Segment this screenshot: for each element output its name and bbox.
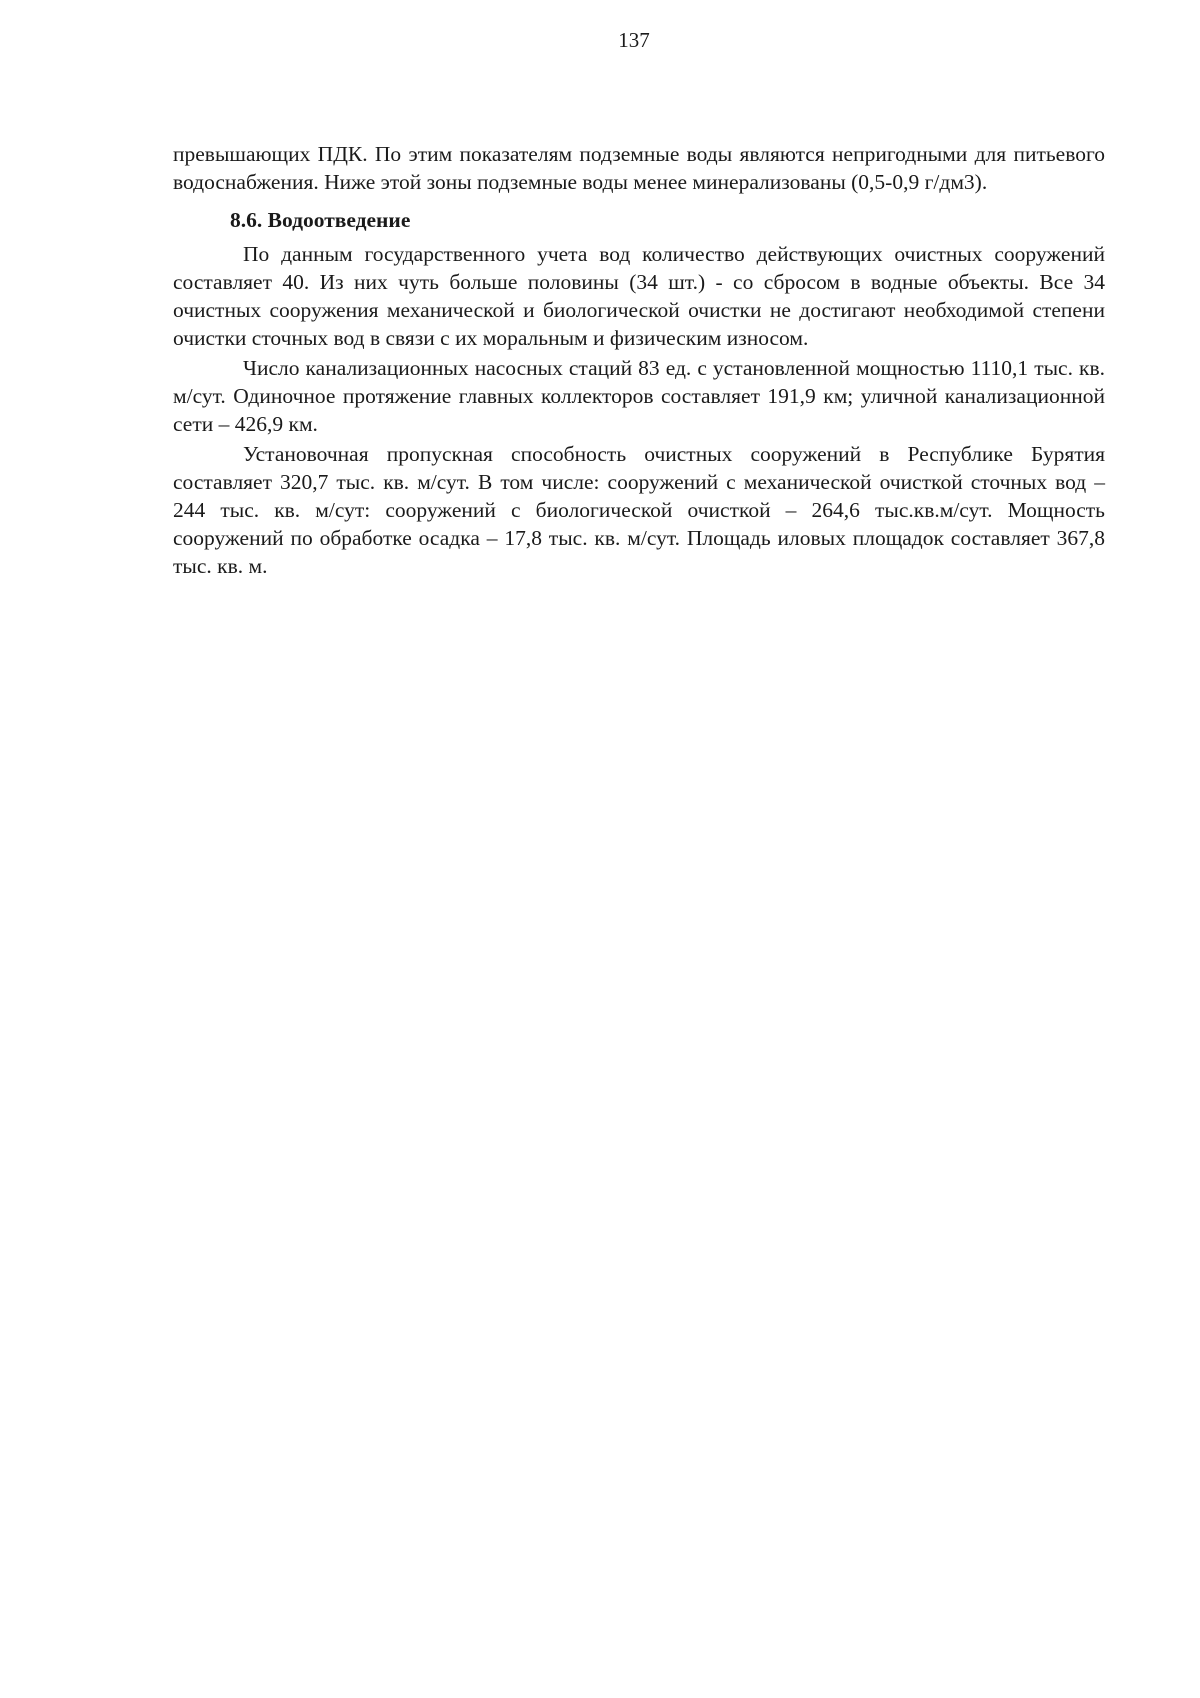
document-body bbox=[173, 140, 1105, 580]
page-number: 137 bbox=[618, 28, 650, 52]
paragraph-treatment-facilities: По данным государственного учета вод количество действующих очистных сооружений составляет 40. Из них чуть больше половины (34 шт.) - со сбросом в водные объекты. Все 34 очистных сооружения механической и биологической очистки не достигают необходимой степени очистки сточных вод в связи с их моральным и физическим износом. bbox=[173, 242, 1105, 350]
intro-paragraph: превышающих ПДК. По этим показателям подземные воды являются непригодными для питьевого водоснабжения. Ниже этой зоны подземные воды менее минерализованы (0,5-0,9 г/дм3). bbox=[173, 142, 1105, 194]
paragraph-throughput-capacity: Установочная пропускная способность очистных сооружений в Республике Бурятия составляет 320,7 тыс. кв. м/сут. В том числе: сооружений с механической очисткой сточных вод – 244 тыс. кв. м/сут: сооружений с биологической очисткой – 264,6 тыс.кв.м/сут. Мощность сооружений по обработке осадка – 17,8 тыс. кв. м/сут. Площадь иловых площадок составляет 367,8 тыс. кв. м. bbox=[173, 442, 1105, 578]
section-heading: 8.6. Водоотведение bbox=[230, 208, 411, 232]
paragraph-pumping-stations: Число канализационных насосных стаций 83 ед. с установленной мощностью 1110,1 тыс. кв. м/сут. Одиночное протяжение главных коллекторов составляет 191,9 км; уличной канализационной сети – 426,9 км. bbox=[173, 356, 1105, 436]
